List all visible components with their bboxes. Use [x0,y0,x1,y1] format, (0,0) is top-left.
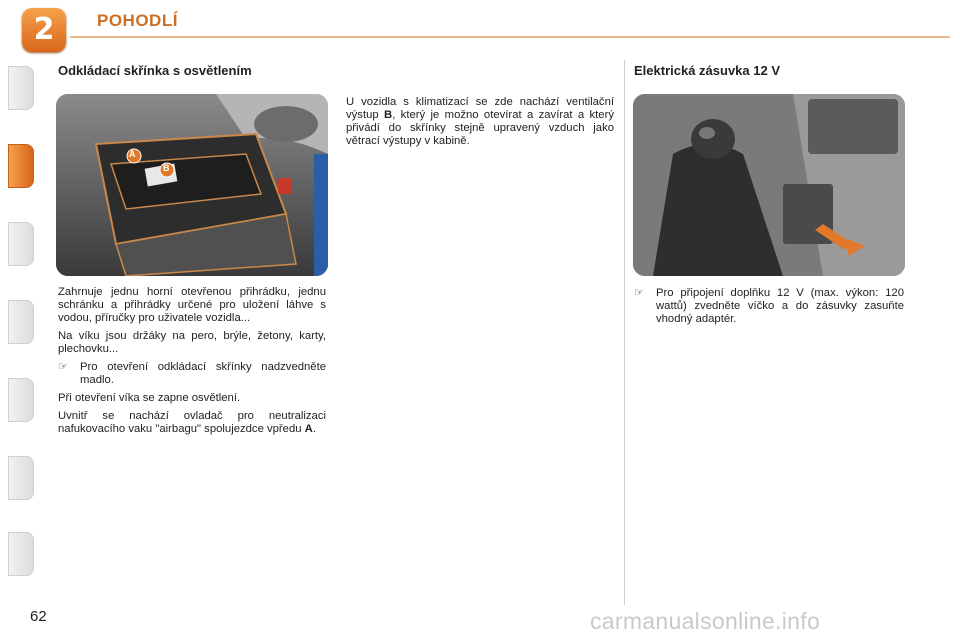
section-heading-glovebox: Odkládací skřínka s osvětlením [58,63,252,78]
glovebox-bullet [58,361,326,387]
ventilation-para-end: , který je možno otevírat a zavírat a který přivádí do skřínky stejně upravený vzduch jako větrací výstupy v kabině. [346,109,614,147]
side-tab-7[interactable] [8,532,34,576]
side-tab-1[interactable] [8,66,34,110]
ventilation-para-start: U vozidla s klimatizací se zde nachází ventilační výstup [346,96,614,121]
ventilation-para [346,96,614,148]
glovebox-bullet-text: Pro otevření odkládací skřínky nadzvedněte madlo. [80,361,326,386]
glovebox-para-4 [58,410,326,436]
glovebox-para-1: Zahrnuje jednu horní otevřenou přihrádku, jednu schránku a přihrádky určené pro uložení láhve s vodou, příručky pro uživatele vozidla... [58,286,326,324]
ventilation-para-bold: B [384,109,393,121]
pointing-hand-icon: ☞ [634,287,644,299]
socket-illustration [633,94,905,276]
glovebox-para-4-start: Uvnitř se nachází ovladač pro neutralizaci nafukovacího vaku "airbagu" spolujezdce vpředu [58,410,326,435]
socket-text [634,287,904,326]
socket-photo [633,94,905,276]
glovebox-para-4-bold: A [304,423,313,435]
glovebox-photo [56,94,328,276]
page-header [0,0,960,54]
side-tab-3[interactable] [8,222,34,266]
glovebox-para-3: Při otevření víka se zapne osvětlení. [58,392,241,404]
chapter-number: 2 [33,12,55,47]
pointing-hand-icon: ☞ [58,361,68,373]
glovebox-para-2: Na víku jsou držáky na pero, brýle, žetony, karty, plechovku... [58,330,326,355]
ventilation-text [346,96,614,153]
chapter-badge [22,8,66,52]
side-tab-5[interactable] [8,378,34,422]
column-divider [624,60,625,605]
page-number: 62 [30,608,47,625]
side-tab-6[interactable] [8,456,34,500]
socket-bullet-text: Pro připojení doplňku 12 V (max. výkon: 120 wattů) zvedněte víčko a do zásuvky zasuňte vhodný adaptér. [656,287,904,325]
glovebox-text [58,286,326,441]
chapter-title: POHODLÍ [97,11,178,30]
chapter-side-tabs [8,66,34,576]
glovebox-para-4-end: . [312,423,316,435]
watermark: carmanualsonline.info [590,608,821,634]
side-tab-2-active[interactable] [8,144,34,188]
socket-bullet [634,287,904,326]
glovebox-illustration [56,94,328,276]
callout-b: B [163,163,170,173]
callout-a: A [129,149,136,159]
header-divider [70,36,950,38]
side-tab-4[interactable] [8,300,34,344]
section-heading-socket: Elektrická zásuvka 12 V [634,63,780,78]
